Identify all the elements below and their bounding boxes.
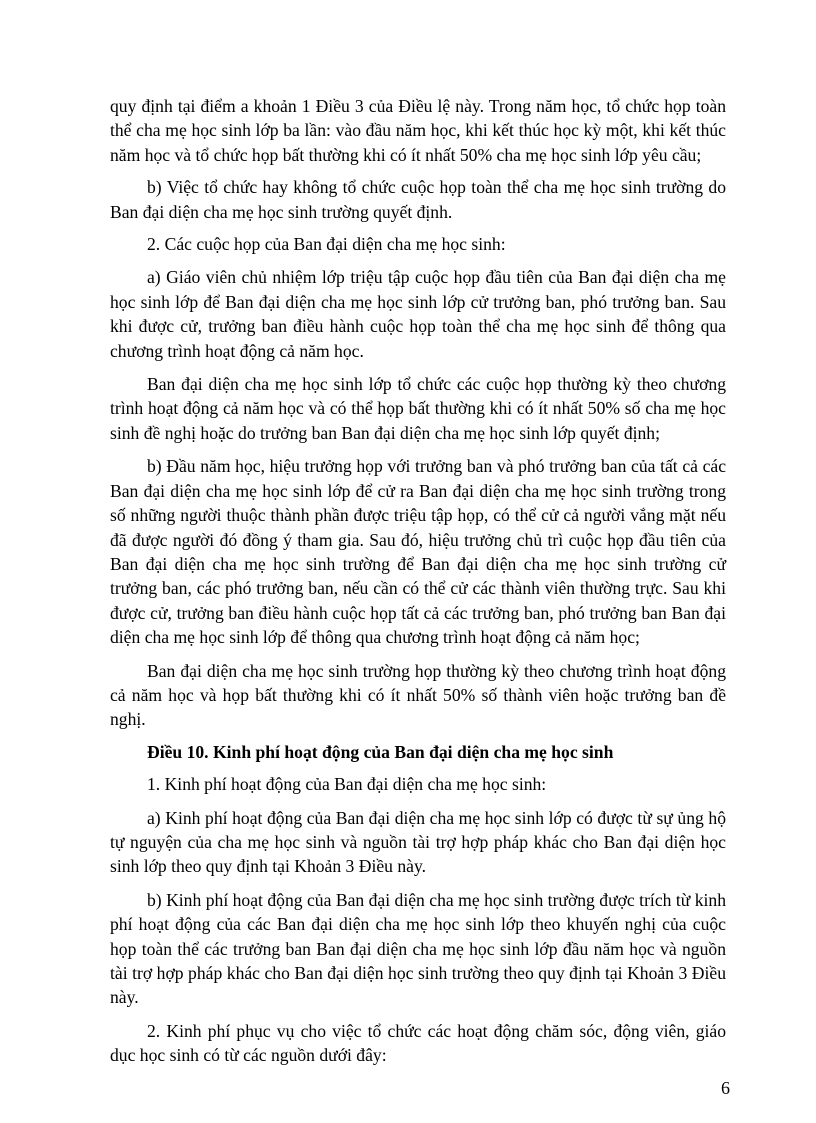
page-number: 6 [721, 1078, 730, 1098]
paragraph-school-regular-meetings: Ban đại diện cha mẹ học sinh trường họp thường kỳ theo chương trình hoạt động cả năm học và họp bất thường khi có ít nhất 50% số thành viên hoặc trưởng ban đề nghị. [110, 660, 726, 730]
paragraph-funding-heading: 1. Kinh phí hoạt động của Ban đại diện cha mẹ học sinh: [147, 774, 547, 795]
paragraph-class-regular-meetings: Ban đại diện cha mẹ học sinh lớp tổ chức các cuộc họp thường kỳ theo chương trình hoạt động cả năm học và có thể họp bất thường khi có ít nhất 50% số cha mẹ học sinh đề nghị hoặc do trưởng ban Ban đại diện cha mẹ học sinh lớp quyết định; [110, 374, 726, 443]
paragraph-school-funding: b) Kinh phí hoạt động của Ban đại diện cha mẹ học sinh trường được trích từ kinh phí hoạt động của các Ban đại diện cha mẹ học sinh lớp theo khuyến nghị của cuộc họp toàn thể các trưởng ban Ban đại diện cha mẹ học sinh lớp đầu năm học và nguồn tài trợ hợp pháp khác cho Ban đại diện học sinh trường theo quy định tại Khoản 3 Điều này. [110, 889, 726, 1008]
paragraph-meetings-heading: 2. Các cuộc họp của Ban đại diện cha mẹ học sinh: [147, 234, 506, 255]
paragraph-activity-funding: 2. Kinh phí phục vụ cho việc tổ chức các hoạt động chăm sóc, động viên, giáo dục học sinh có từ các nguồn dưới đây: [110, 1020, 726, 1066]
paragraph-school-meeting-decision: b) Việc tổ chức hay không tổ chức cuộc họp toàn thể cha mẹ học sinh trường do Ban đại diện cha mẹ học sinh trường quyết định. [110, 177, 726, 222]
paragraph-class-first-meeting: a) Giáo viên chủ nhiệm lớp triệu tập cuộc họp đầu tiên của Ban đại diện cha mẹ học sinh lớp để Ban đại diện cha mẹ học sinh lớp cử trưởng ban, phó trưởng ban. Sau khi được cử, trưởng ban điều hành cuộc họp toàn thể cha mẹ học sinh để thông qua chương trình hoạt động cả năm học. [110, 267, 726, 361]
paragraph-school-board-election: b) Đầu năm học, hiệu trưởng họp với trưởng ban và phó trưởng ban của tất cả các Ban đại diện cha mẹ học sinh lớp để cử ra Ban đại diện cha mẹ học sinh trường trong số những người thuộc thành phần được triệu tập họp, có thể cử cả người vắng mặt nếu đã được người đó đồng ý tham gia. Sau đó, hiệu trưởng chủ trì cuộc họp đầu tiên của Ban đại diện cha mẹ học sinh trường để Ban đại diện cha mẹ học sinh trường cử trưởng ban, các phó trưởng ban, nếu cần có thể cử các thành viên thường trực. Sau khi được cử, trưởng ban điều hành cuộc họp tất cả các trưởng ban, phó trưởng ban Ban đại diện cha mẹ học sinh lớp để thông qua chương trình hoạt động cả năm học; [110, 456, 726, 648]
paragraph-meeting-rules-continued: quy định tại điểm a khoản 1 Điều 3 của Điều lệ này. Trong năm học, tổ chức họp toàn thể cha mẹ học sinh lớp ba lần: vào đầu năm học, khi kết thúc học kỳ một, khi kết thúc năm học và tổ chức họp bất thường khi có ít nhất 50% cha mẹ học sinh lớp yêu cầu; [110, 96, 726, 165]
document-page [110, 94, 726, 1068]
article-10-heading: Điều 10. Kinh phí hoạt động của Ban đại diện cha mẹ học sinh [147, 741, 614, 762]
paragraph-class-funding: a) Kinh phí hoạt động của Ban đại diện cha mẹ học sinh lớp có được từ sự ủng hộ tự nguyện của cha mẹ học sinh và nguồn tài trợ hợp pháp khác cho Ban đại diện học sinh lớp theo quy định tại Khoản 3 Điều này. [110, 807, 726, 877]
